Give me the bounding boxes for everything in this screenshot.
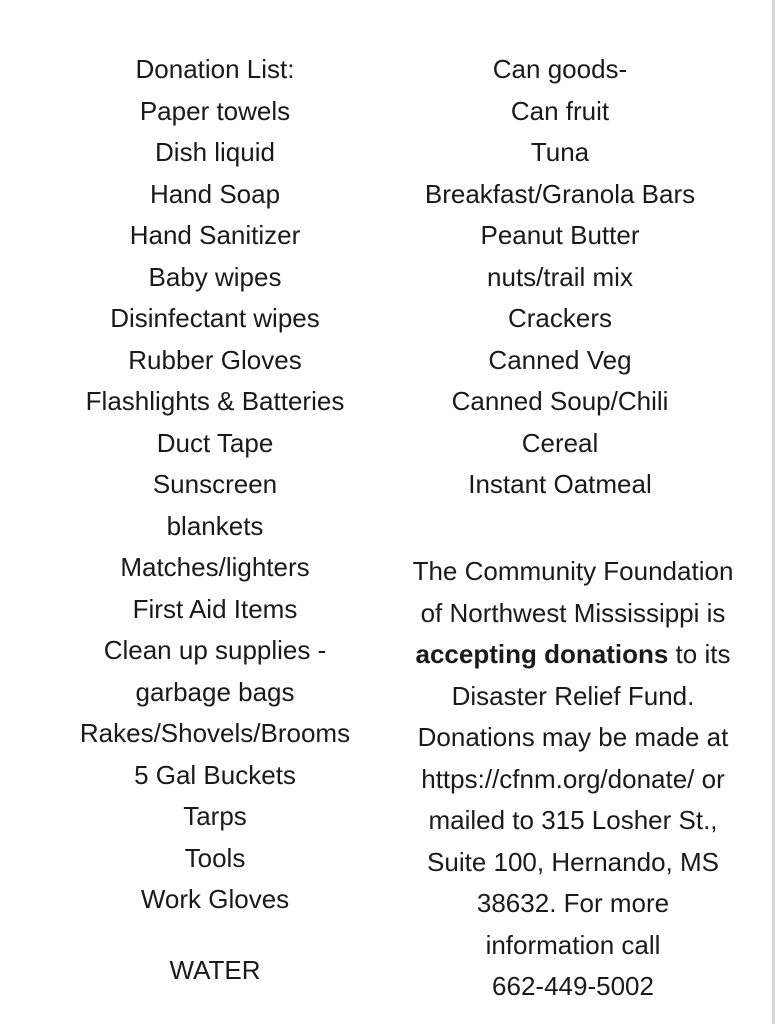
list-item: Dish liquid [155, 137, 275, 167]
list-item: Clean up supplies - [103, 635, 327, 665]
list-item: Instant Oatmeal [468, 469, 652, 499]
list-item: Matches/lighters [120, 552, 310, 582]
donation-list-left [40, 49, 390, 991]
list-item: Tuna [530, 137, 590, 167]
list-item: Rakes/Shovels/Brooms [79, 718, 351, 748]
foundation-line: Disaster Relief Fund. [451, 680, 695, 711]
list-item: Rubber Gloves [128, 344, 302, 375]
list-item: Tarps [183, 801, 247, 831]
food-list-heading: Can goods- [492, 54, 628, 84]
foundation-line-accepting [383, 634, 763, 676]
list-item: Baby wipes [148, 261, 282, 292]
list-item: Duct Tape [156, 427, 274, 458]
foundation-line: of Northwest Mississippi is [420, 597, 726, 628]
list-item: Hand Sanitizer [129, 220, 301, 250]
list-item: Canned Veg [488, 344, 632, 375]
list-item: Work Gloves [140, 884, 290, 914]
phone-number: 662-449-5002 [492, 971, 654, 1001]
donation-list-right [385, 49, 735, 506]
accepting-donations-text: accepting donations [415, 639, 669, 669]
list-item: blankets [166, 510, 264, 541]
list-item: Disinfectant wipes [110, 303, 320, 333]
list-item: Flashlights & Batteries [85, 386, 345, 416]
foundation-line: Donations may be made at [417, 722, 729, 752]
foundation-line-rest: to its [668, 639, 731, 669]
water-item: WATER [169, 954, 261, 985]
foundation-notice [383, 551, 763, 1008]
donation-list-heading: Donation List: [135, 54, 295, 84]
list-item: Breakfast/Granola Bars [424, 178, 696, 209]
list-item: Tools [184, 842, 246, 873]
list-item: 5 Gal Buckets [134, 759, 296, 790]
list-item: Cereal [521, 427, 599, 458]
mailing-address: Suite 100, Hernando, MS [427, 846, 719, 877]
list-item: Can fruit [510, 95, 610, 126]
list-item: Crackers [507, 303, 612, 333]
list-item: Peanut Butter [480, 220, 640, 250]
foundation-line: The Community Foundation [412, 556, 734, 586]
list-item: Sunscreen [152, 469, 278, 499]
list-gap [40, 921, 390, 950]
foundation-line: 38632. For more [476, 888, 670, 918]
foundation-line: information call [485, 929, 661, 960]
list-item: garbage bags [135, 676, 295, 707]
list-item: Hand Soap [149, 178, 281, 209]
list-item: Paper towels [139, 95, 291, 126]
donate-url: https://cfnm.org/donate/ or [421, 763, 725, 794]
mailing-address: mailed to 315 Losher St., [428, 805, 718, 835]
list-item: nuts/trail mix [487, 261, 633, 292]
list-item: Canned Soup/Chili [451, 386, 669, 416]
list-item: First Aid Items [132, 593, 298, 624]
